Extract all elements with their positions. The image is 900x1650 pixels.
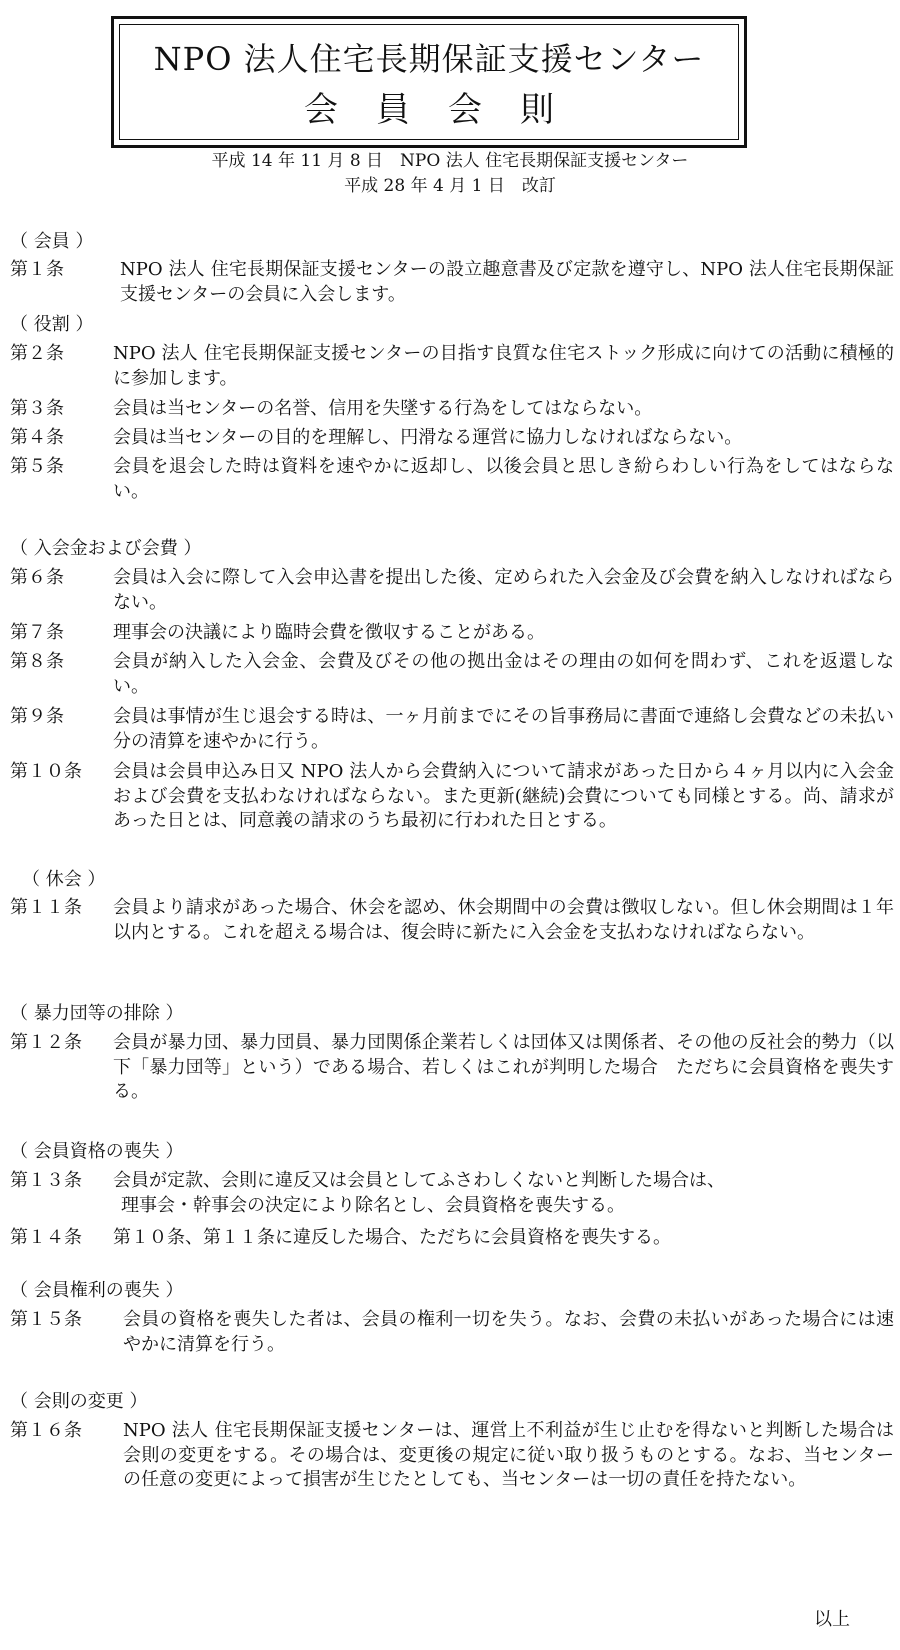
closing-mark: 以上 [814, 1609, 850, 1630]
revised-date: 平成 28 年 4 月 1 日 改訂 [344, 176, 556, 196]
article-text: 会員は事情が生じ退会する時は、一ヶ月前までにその旨事務局に書面で連絡し会費などの未払い分の清算を速やかに行う。 [113, 706, 894, 752]
article-2 [10, 342, 894, 391]
article-14 [10, 1226, 894, 1251]
article-7 [10, 621, 894, 646]
article-text: 会員が納入した入会金、会費及びその他の拠出金はその理由の如何を問わず、これを返還しない。 [113, 651, 894, 697]
article-15 [10, 1308, 894, 1357]
heading-leave: （ 休会 ） [22, 869, 106, 890]
article-text: 理事会の決議により臨時会費を徴収することがある。 [113, 622, 545, 643]
article-text-line2: 理事会・幹事会の決定により除名とし、会員資格を喪失する。 [121, 1194, 625, 1216]
article-text: 会員が暴力団、暴力団員、暴力団関係企業若しくは団体又は関係者、その他の反社会的勢力（以下「暴力団等」という）である場合、若しくはこれが判明した場合 ただちに会員資格を喪失する。 [113, 1032, 894, 1102]
article-text: 会員は当センターの名誉、信用を失墜する行為をしてはならない。 [113, 398, 653, 419]
article-text: NPO 法人 住宅長期保証支援センターの目指す良質な住宅ストック形成に向けての活動に積極的に参加します。 [113, 343, 894, 389]
article-text: 会員より請求があった場合、休会を認め、休会期間中の会費は徴収しない。但し休会期間は１年以内とする。これを超える場合は、復会時に新たに入会金を支払わなければならない。 [113, 897, 894, 943]
heading-fees: （ 入会金および会費 ） [10, 538, 202, 559]
article-text: 会員を退会した時は資料を速やかに返却し、以後会員と思しき紛らわしい行為をしてはならない。 [113, 456, 894, 502]
article-10 [10, 760, 894, 834]
article-9 [10, 705, 894, 754]
article-16 [10, 1419, 894, 1493]
article-text: 会員は入会に際して入会申込書を提出した後、定められた入会金及び会費を納入しなければならない。 [113, 567, 894, 613]
article-number: 第７条 [10, 622, 64, 643]
article-3 [10, 397, 894, 422]
article-text: 会員は当センターの目的を理解し、円滑なる運営に協力しなければならない。 [113, 427, 743, 448]
article-5 [10, 455, 894, 504]
heading-loss-status: （ 会員資格の喪失 ） [10, 1141, 184, 1162]
article-text-line1: 会員が定款、会則に違反又は会員としてふさわしくないと判断した場合は、 [113, 1170, 725, 1191]
title-inner-frame [119, 24, 739, 140]
heading-roles: （ 役割 ） [10, 314, 94, 335]
heading-members: （ 会員 ） [10, 231, 94, 252]
article-12 [10, 1031, 894, 1105]
article-number: 第１１条 [10, 897, 82, 918]
article-number: 第１５条 [10, 1309, 82, 1330]
heading-exclusion: （ 暴力団等の排除 ） [10, 1003, 184, 1024]
article-number: 第１６条 [10, 1420, 82, 1441]
article-number: 第６条 [10, 567, 64, 588]
article-number: 第３条 [10, 398, 64, 419]
article-text: 会員は会員申込み日又 NPO 法人から会費納入について請求があった日から４ヶ月以内に入会金および会費を支払わなければならない。また更新(継続)会費についても同様とする。尚、請求があった日とは、同意義の請求のうち最初に行われた日とする。 [113, 761, 894, 831]
organization-title: NPO 法人住宅長期保証支援センター [153, 40, 705, 78]
article-text: 第１０条、第１１条に違反した場合、ただちに会員資格を喪失する。 [113, 1227, 671, 1248]
article-number: 第１条 [10, 259, 64, 280]
article-number: 第１４条 [10, 1227, 82, 1248]
article-number: 第４条 [10, 427, 64, 448]
article-number: 第９条 [10, 706, 64, 727]
article-number: 第１２条 [10, 1032, 82, 1053]
article-4 [10, 426, 894, 451]
article-6 [10, 566, 894, 615]
article-number: 第５条 [10, 456, 64, 477]
heading-amendment: （ 会則の変更 ） [10, 1391, 148, 1412]
article-number: 第１０条 [10, 761, 82, 782]
article-text: NPO 法人 住宅長期保証支援センターの設立趣意書及び定款を遵守し、NPO 法人住宅長期保証支援センターの会員に入会します。 [120, 259, 894, 305]
article-11 [10, 896, 894, 945]
article-number: 第１３条 [10, 1170, 82, 1191]
established-date: 平成 14 年 11 月 8 日 NPO 法人 住宅長期保証支援センター [211, 151, 689, 171]
title-box [111, 16, 747, 148]
heading-loss-rights: （ 会員権利の喪失 ） [10, 1280, 184, 1301]
article-text: 会員の資格を喪失した者は、会員の権利一切を失う。なお、会費の未払いがあった場合には速やかに清算を行う。 [123, 1309, 894, 1355]
article-number: 第２条 [10, 343, 64, 364]
article-number: 第８条 [10, 651, 64, 672]
document-title: 会員会則 [304, 90, 592, 130]
article-text: NPO 法人 住宅長期保証支援センターは、運営上不利益が生じ止むを得ないと判断した場合は会則の変更をする。その場合は、変更後の規定に従い取り扱うものとする。なお、当センターの任意の変更によって損害が生じたとしても、当センターは一切の責任を持たない。 [123, 1420, 894, 1490]
article-1 [10, 258, 894, 307]
article-13 [10, 1169, 894, 1218]
article-8 [10, 650, 894, 699]
